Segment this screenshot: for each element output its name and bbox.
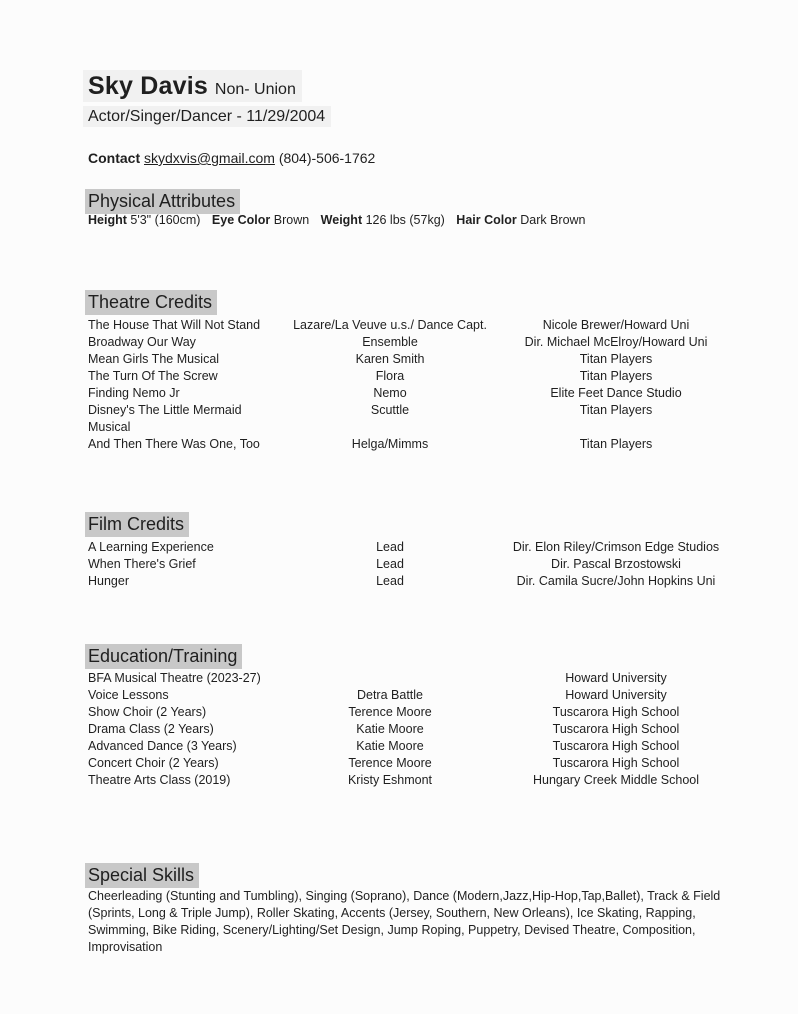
school-cell: Howard University [565, 671, 667, 685]
school-cell: Hungary Creek Middle School [532, 773, 700, 787]
company-cell: Titan Players [579, 437, 653, 451]
company-cell: Titan Players [579, 352, 653, 366]
table-row [88, 704, 738, 721]
attribute-value: Dark Brown [520, 213, 586, 227]
role-cell: Flora [375, 369, 405, 383]
physical-attributes-line [88, 213, 738, 228]
company-cell: Nicole Brewer/Howard Uni [542, 318, 690, 332]
contact-line [88, 149, 738, 168]
contact-label: Contact [88, 150, 141, 166]
person-name: Sky Davis [88, 72, 208, 100]
table-row [88, 772, 738, 789]
table-row [88, 334, 738, 351]
header-name-line [88, 71, 738, 105]
instructor-cell: Katie Moore [356, 722, 424, 736]
table-row [88, 687, 738, 704]
instructor-cell: Detra Battle [356, 688, 423, 702]
film-credits-heading: Film Credits [88, 512, 738, 536]
school-cell: Tuscarora High School [552, 739, 680, 753]
union-status: Non- Union [214, 81, 296, 98]
table-row [88, 738, 738, 755]
education-training-heading: Education/Training [88, 644, 738, 668]
instructor-cell: Terence Moore [348, 705, 432, 719]
table-row [88, 351, 738, 368]
role-and-birthdate: Actor/Singer/Dancer - 11/29/2004 [88, 108, 326, 125]
table-row [88, 539, 738, 556]
program-cell: Advanced Dance (3 Years) [88, 739, 237, 753]
attribute-value: 5'3" (160cm) [130, 213, 201, 227]
attribute-pair [88, 213, 200, 227]
table-row [88, 556, 738, 573]
table-row [88, 755, 738, 772]
role-cell: Ensemble [362, 335, 418, 349]
role-cell: Lead [376, 540, 404, 554]
film-credits-table [88, 539, 738, 590]
table-row [88, 385, 738, 402]
production-cell: Broadway Our Way [88, 335, 196, 349]
attribute-label: Weight [320, 213, 363, 227]
attribute-pair [456, 213, 585, 227]
role-cell: Lead [376, 557, 404, 571]
instructor-cell: Kristy Eshmont [347, 773, 433, 787]
special-skills-text: Cheerleading (Stunting and Tumbling), Singing (Soprano), Dance (Modern,Jazz,Hip-Hop,Tap,Ballet), Track & Field (Sprints, Long & Triple Jump), Roller Skating, Accents (Jersey, Southern, New Orleans), Ice Skating, Rapping, Swimming, Bike Riding, Scenery/Lighting/Set Design, Jump Roping, Puppetry, Devised Theatre, Composition, Improvisation [88, 889, 721, 954]
table-row [88, 573, 738, 590]
subtitle-highlight [83, 106, 331, 127]
physical-attributes-heading: Physical Attributes [88, 189, 738, 213]
school-cell: Howard University [565, 688, 667, 702]
role-cell: Helga/Mimms [351, 437, 429, 451]
role-cell: Lazare/La Veuve u.s./ Dance Capt. [293, 318, 487, 332]
education-training-table [88, 670, 738, 789]
school-cell: Tuscarora High School [552, 722, 680, 736]
production-cell: Mean Girls The Musical [88, 352, 220, 366]
program-cell: Show Choir (2 Years) [88, 705, 207, 719]
theatre-credits-table [88, 317, 738, 453]
company-cell: Dir. Pascal Brzostowski [551, 557, 681, 571]
attribute-label: Height [88, 213, 127, 227]
company-cell: Titan Players [579, 369, 653, 383]
attribute-value: 126 lbs (57kg) [365, 213, 445, 227]
header-subtitle-line [88, 105, 738, 129]
production-cell: A Learning Experience [88, 540, 214, 554]
instructor-cell: Terence Moore [348, 756, 432, 770]
email-link[interactable]: skydxvis@gmail.com [144, 150, 275, 166]
school-cell: Tuscarora High School [552, 705, 680, 719]
attribute-value: Brown [273, 213, 310, 227]
table-row [88, 721, 738, 738]
attribute-label: Eye Color [211, 213, 271, 227]
instructor-cell: Katie Moore [356, 739, 424, 753]
production-cell: Finding Nemo Jr [88, 386, 180, 400]
school-cell: Tuscarora High School [552, 756, 680, 770]
company-cell: Elite Feet Dance Studio [550, 386, 682, 400]
special-skills-heading: Special Skills [88, 863, 738, 887]
name-highlight [83, 70, 302, 102]
program-cell: Drama Class (2 Years) [88, 722, 214, 736]
theatre-credits-heading: Theatre Credits [88, 290, 738, 314]
production-cell: When There's Grief [88, 557, 196, 571]
company-cell: Dir. Camila Sucre/John Hopkins Uni [516, 574, 716, 588]
table-row [88, 368, 738, 385]
attribute-pair [321, 213, 445, 227]
role-cell: Karen Smith [355, 352, 425, 366]
company-cell: Dir. Michael McElroy/Howard Uni [524, 335, 708, 349]
program-cell: BFA Musical Theatre (2023-27) [88, 671, 261, 685]
role-cell: Nemo [373, 386, 407, 400]
production-cell: And Then There Was One, Too [88, 437, 260, 451]
program-cell: Theatre Arts Class (2019) [88, 773, 231, 787]
table-row [88, 436, 738, 453]
attribute-pair [212, 213, 309, 227]
table-row [88, 670, 738, 687]
company-cell: Dir. Elon Riley/Crimson Edge Studios [512, 540, 720, 554]
attribute-label: Hair Color [456, 213, 517, 227]
production-cell: Disney's The Little Mermaid Musical [88, 403, 242, 434]
phone-number: (804)-506-1762 [278, 150, 376, 166]
table-row [88, 402, 738, 436]
production-cell: The Turn Of The Screw [88, 369, 218, 383]
program-cell: Voice Lessons [88, 688, 169, 702]
production-cell: The House That Will Not Stand [88, 318, 261, 332]
table-row [88, 317, 738, 334]
role-cell: Scuttle [370, 403, 410, 417]
production-cell: Hunger [88, 574, 129, 588]
instructor-cell [278, 670, 502, 687]
role-cell: Lead [376, 574, 404, 588]
program-cell: Concert Choir (2 Years) [88, 756, 219, 770]
company-cell: Titan Players [579, 403, 653, 417]
